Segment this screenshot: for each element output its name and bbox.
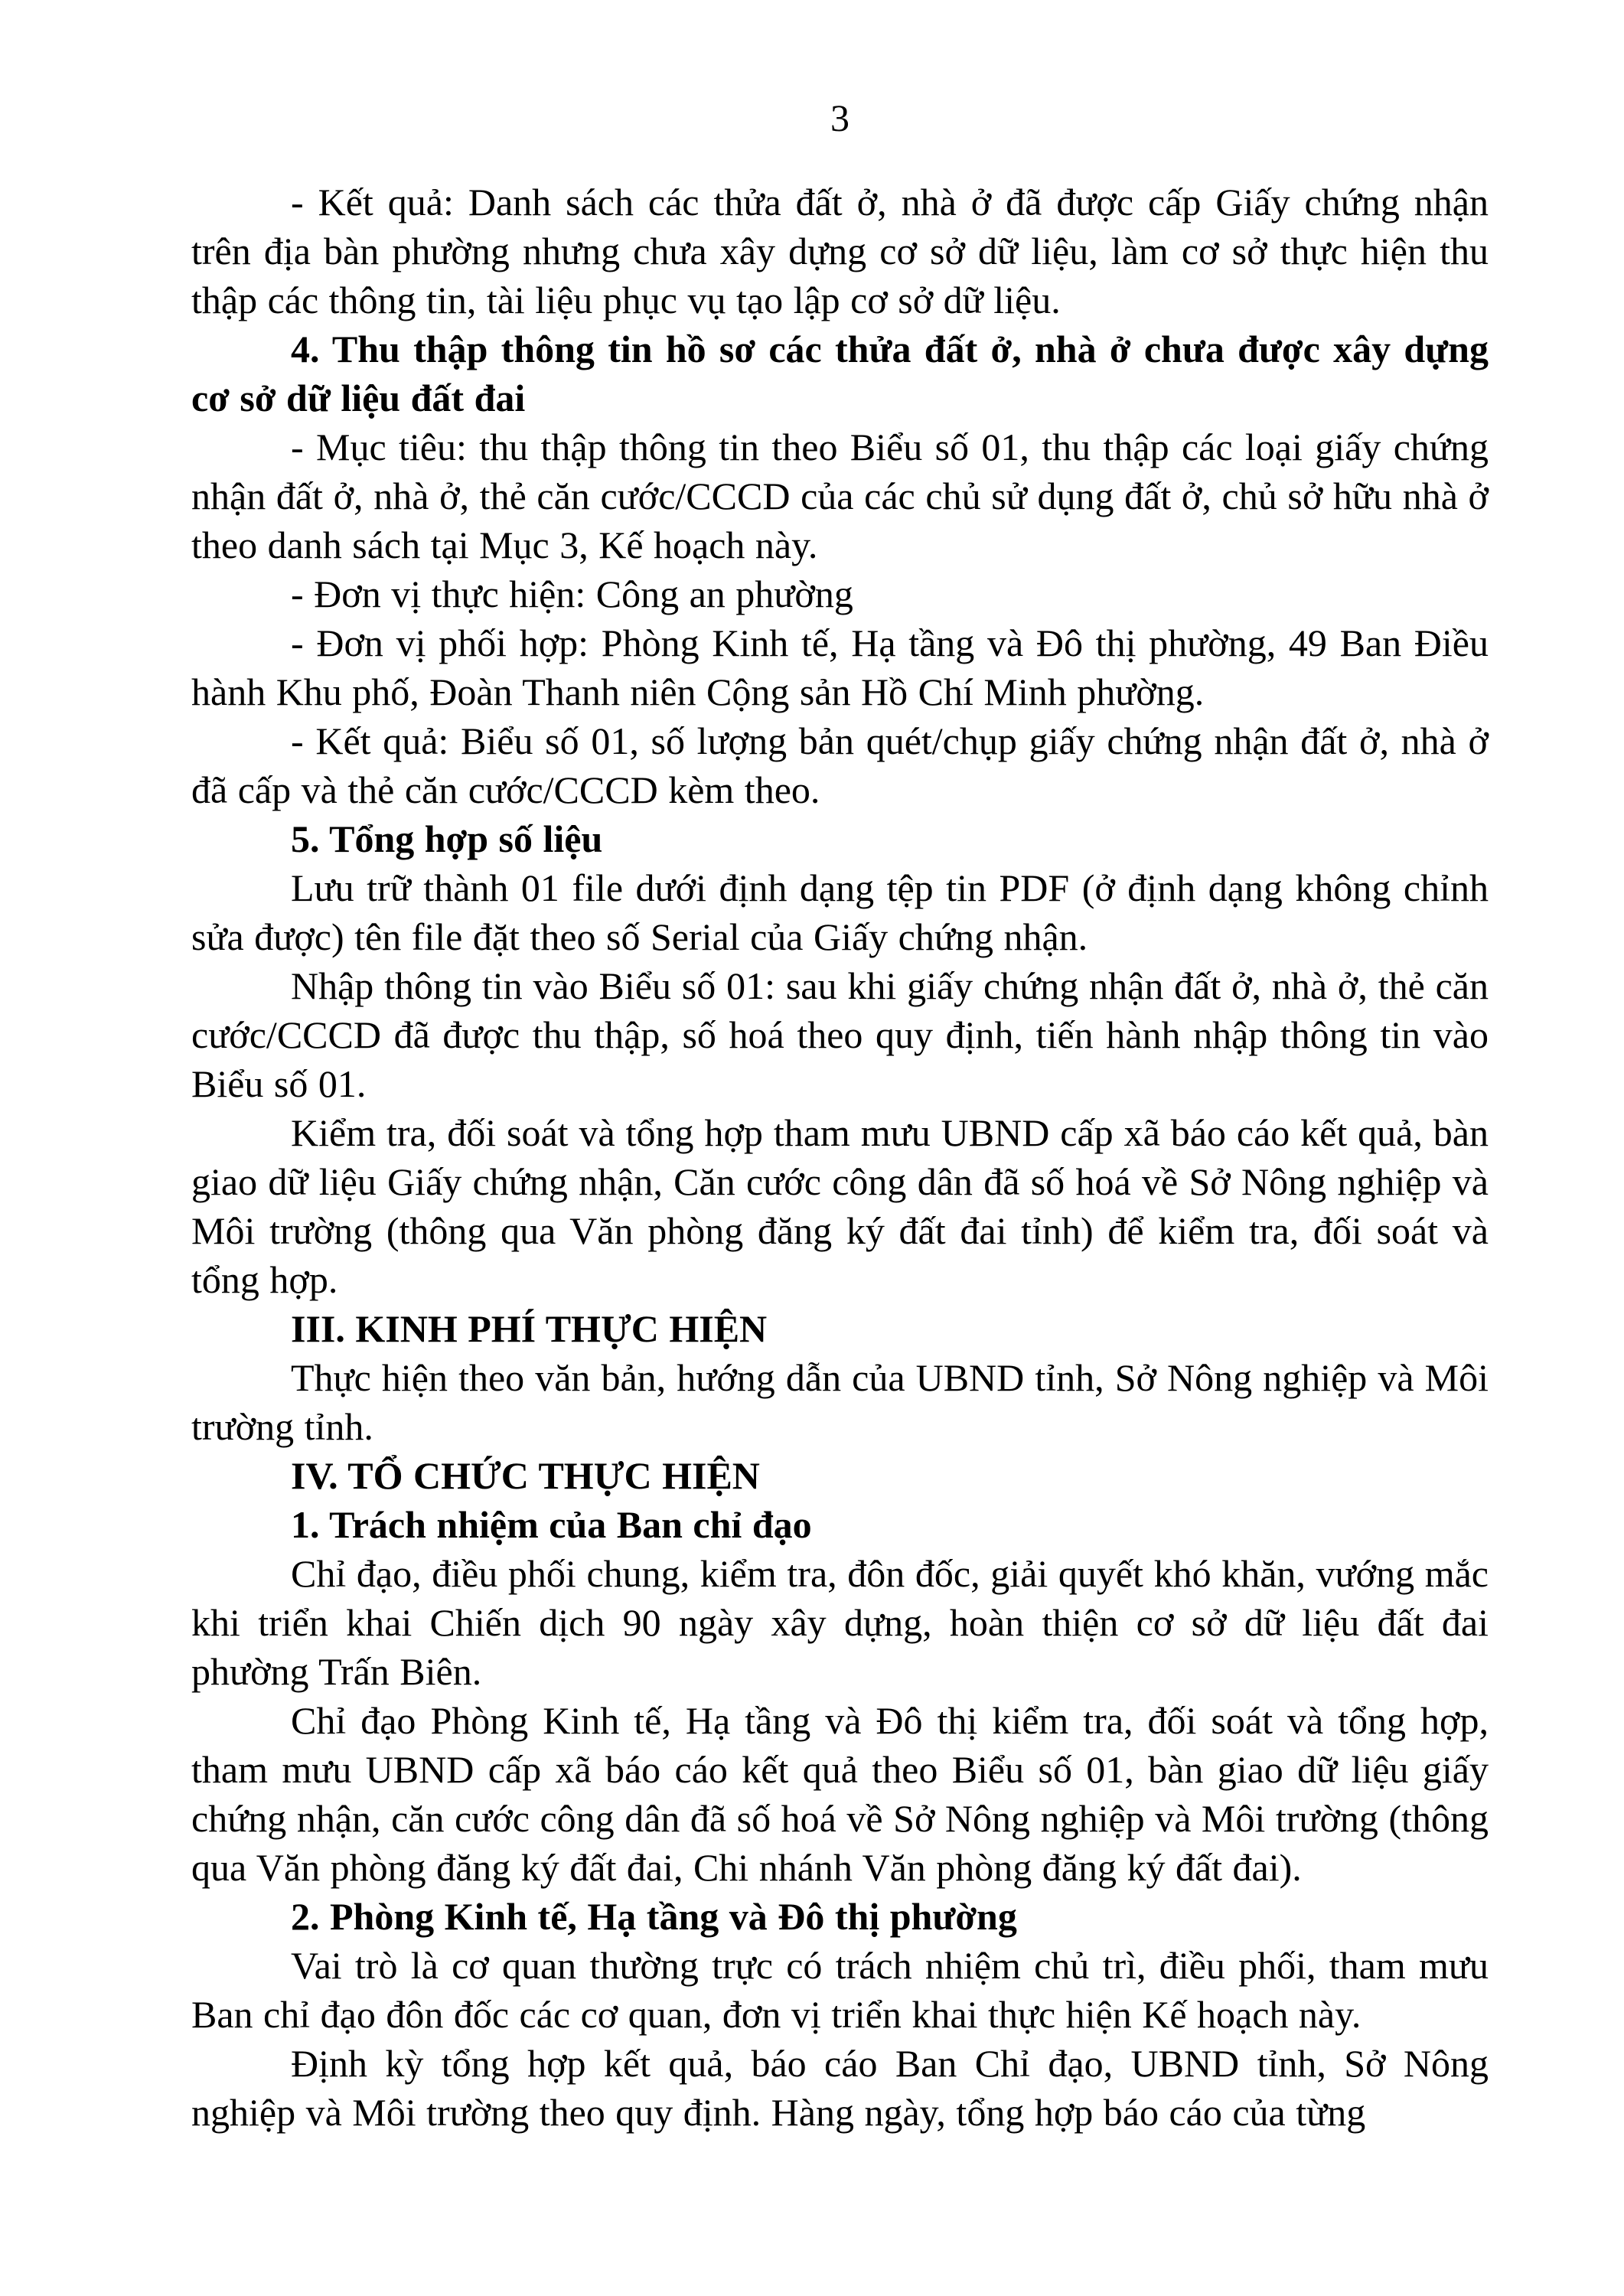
paragraph: - Đơn vị thực hiện: Công an phường <box>291 572 853 615</box>
paragraph: Vai trò là cơ quan thường trực có trách nhiệm chủ trì, điều phối, tham mưu Ban chỉ đạo đôn đốc các cơ quan, đơn vị triển khai thực hiện Kế hoạch này. <box>191 1944 1489 2036</box>
paragraph: - Đơn vị phối hợp: Phòng Kinh tế, Hạ tầng và Đô thị phường, 49 Ban Điều hành Khu phố, Đoàn Thanh niên Cộng sản Hồ Chí Minh phường. <box>191 621 1489 713</box>
paragraph: Kiểm tra, đối soát và tổng hợp tham mưu UBND cấp xã báo cáo kết quả, bàn giao dữ liệu Giấy chứng nhận, Căn cước công dân đã số hoá về Sở Nông nghiệp và Môi trường (thông qua Văn phòng đăng ký đất đai tỉnh) để kiểm tra, đối soát và tổng hợp. <box>191 1111 1489 1301</box>
section-heading: III. KINH PHÍ THỰC HIỆN <box>291 1307 768 1350</box>
paragraph: Thực hiện theo văn bản, hướng dẫn của UBND tỉnh, Sở Nông nghiệp và Môi trường tỉnh. <box>191 1356 1489 1448</box>
section-heading: IV. TỔ CHỨC THỰC HIỆN <box>291 1454 760 1497</box>
paragraph: - Kết quả: Danh sách các thửa đất ở, nhà ở đã được cấp Giấy chứng nhận trên địa bàn phường nhưng chưa xây dựng cơ sở dữ liệu, làm cơ sở thực hiện thu thập các thông tin, tài liệu phục vụ tạo lập cơ sở dữ liệu. <box>191 181 1489 321</box>
paragraph: Lưu trữ thành 01 file dưới định dạng tệp tin PDF (ở định dạng không chỉnh sửa được) tên file đặt theo số Serial của Giấy chứng nhận. <box>191 866 1489 958</box>
paragraph: - Kết quả: Biểu số 01, số lượng bản quét/chụp giấy chứng nhận đất ở, nhà ở đã cấp và thẻ căn cước/CCCD kèm theo. <box>191 719 1489 811</box>
paragraph: Định kỳ tổng hợp kết quả, báo cáo Ban Chỉ đạo, UBND tỉnh, Sở Nông nghiệp và Môi trường theo quy định. Hàng ngày, tổng hợp báo cáo của từng <box>191 2042 1489 2134</box>
document-body <box>191 178 1489 2137</box>
section-heading: 2. Phòng Kinh tế, Hạ tầng và Đô thị phường <box>291 1895 1017 1938</box>
section-heading: 5. Tổng hợp số liệu <box>291 817 603 860</box>
paragraph: Nhập thông tin vào Biểu số 01: sau khi giấy chứng nhận đất ở, nhà ở, thẻ căn cước/CCCD đã được thu thập, số hoá theo quy định, tiến hành nhập thông tin vào Biểu số 01. <box>191 964 1489 1105</box>
section-heading: 4. Thu thập thông tin hồ sơ các thửa đất ở, nhà ở chưa được xây dựng cơ sở dữ liệu đất đai <box>191 328 1489 419</box>
paragraph: Chỉ đạo, điều phối chung, kiểm tra, đôn đốc, giải quyết khó khăn, vướng mắc khi triển khai Chiến dịch 90 ngày xây dựng, hoàn thiện cơ sở dữ liệu đất đai phường Trấn Biên. <box>191 1552 1489 1693</box>
paragraph: Chỉ đạo Phòng Kinh tế, Hạ tầng và Đô thị kiểm tra, đối soát và tổng hợp, tham mưu UBND cấp xã báo cáo kết quả theo Biểu số 01, bàn giao dữ liệu giấy chứng nhận, căn cước công dân đã số hoá về Sở Nông nghiệp và Môi trường (thông qua Văn phòng đăng ký đất đai, Chi nhánh Văn phòng đăng ký đất đai). <box>191 1699 1489 1889</box>
paragraph: - Mục tiêu: thu thập thông tin theo Biểu số 01, thu thập các loại giấy chứng nhận đất ở, nhà ở, thẻ căn cước/CCCD của các chủ sử dụng đất ở, chủ sở hữu nhà ở theo danh sách tại Mục 3, Kế hoạch này. <box>191 426 1489 566</box>
section-heading: 1. Trách nhiệm của Ban chỉ đạo <box>291 1503 812 1546</box>
page-number: 3 <box>830 96 850 139</box>
